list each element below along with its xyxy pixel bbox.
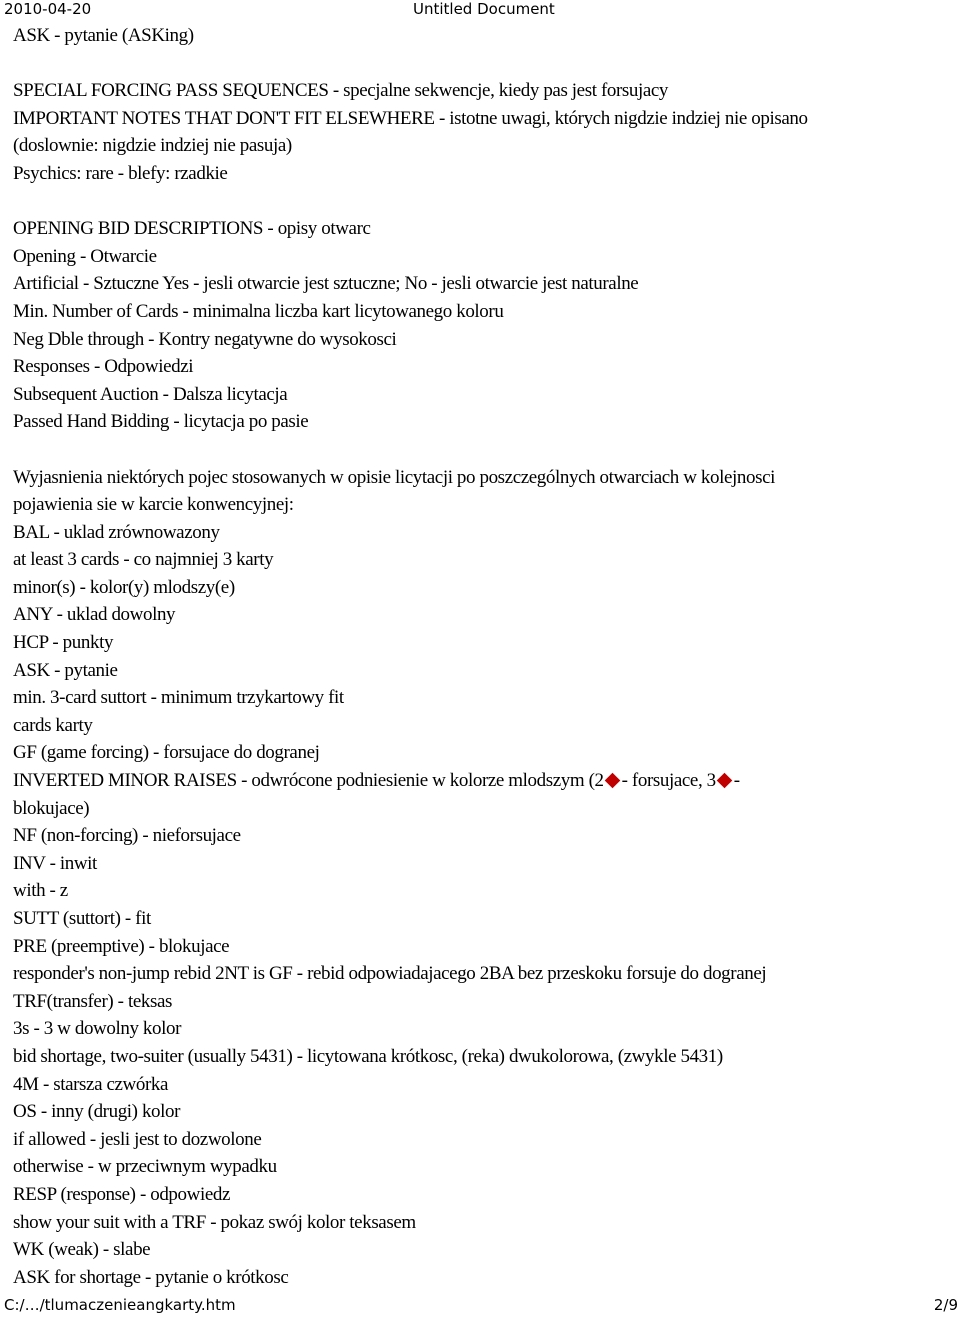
text-line: IMPORTANT NOTES THAT DON'T FIT ELSEWHERE - istotne uwagi, których nigdzie indziej nie opisano (13, 107, 808, 129)
glossary-item: cards karty (13, 714, 93, 736)
glossary-item: bid shortage, two-suiter (usually 5431) - licytowana krótkosc, (reka) dwukolorowa, (zwykle 5431) (13, 1045, 723, 1067)
text-line: blokujace) (13, 797, 90, 819)
text-line: Passed Hand Bidding - licytacja po pasie (13, 411, 309, 433)
text-line: Subsequent Auction - Dalsza licytacja (13, 383, 288, 405)
blank-line (13, 436, 953, 464)
text-segment: - (733, 770, 740, 792)
glossary-item: OS - inny (drugi) kolor (13, 1101, 181, 1123)
glossary-item: at least 3 cards - co najmniej 3 karty (13, 549, 274, 571)
glossary-item: 4M - starsza czwórka (13, 1073, 169, 1095)
glossary-item-inverted-minor-raises (13, 767, 953, 795)
glossary-item: min. 3-card suttort - minimum trzykartowy fit (13, 687, 344, 709)
glossary-item: NF (non-forcing) - nieforsujace (13, 825, 241, 847)
glossary-item: ANY - uklad dowolny (13, 604, 176, 626)
glossary-item: with - z (13, 880, 68, 902)
glossary-item: ASK - pytanie (13, 659, 118, 681)
print-footer (0, 1296, 960, 1318)
print-header (0, 0, 960, 22)
print-date: 2010-04-20 (4, 0, 92, 18)
glossary-item: WK (weak) - slabe (13, 1239, 151, 1261)
blank-line (13, 188, 953, 216)
glossary-item: if allowed - jesli jest to dozwolone (13, 1128, 262, 1150)
glossary-item: responder's non-jump rebid 2NT is GF - rebid odpowiadajacego 2BA bez przeskoku forsuje do dogranej (13, 963, 767, 985)
text-line: Psychics: rare - blefy: rzadkie (13, 162, 228, 184)
page-number: 2/9 (933, 1296, 958, 1314)
glossary-item: show your suit with a TRF - pokaz swój kolor teksasem (13, 1211, 416, 1233)
diamond-suit-icon (716, 773, 732, 789)
section-heading: OPENING BID DESCRIPTIONS - opisy otwarc (13, 218, 371, 240)
diamond-suit-icon (604, 773, 620, 789)
text-line: Artificial - Sztuczne Yes - jesli otwarcie jest sztuczne; No - jesli otwarcie jest naturalne (13, 273, 639, 295)
text-line: Wyjasnienia niektórych pojec stosowanych w opisie licytacji po poszczególnych otwarciach w kolejnosci (13, 466, 776, 488)
document-title: Untitled Document (413, 0, 555, 18)
text-line: Neg Dble through - Kontry negatywne do wysokosci (13, 328, 397, 350)
text-line: SPECIAL FORCING PASS SEQUENCES - specjalne sekwencje, kiedy pas jest forsujacy (13, 80, 669, 102)
glossary-item: ASK for shortage - pytanie o krótkosc (13, 1266, 289, 1288)
text-line: Opening - Otwarcie (13, 245, 157, 267)
text-segment: INVERTED MINOR RAISES - odwrócone podniesienie w kolorze mlodszym (2 (13, 770, 604, 792)
glossary-item: HCP - punkty (13, 632, 114, 654)
glossary-item: BAL - uklad zrównowazony (13, 521, 220, 543)
blank-line (13, 50, 953, 78)
glossary-item: PRE (preemptive) - blokujace (13, 935, 230, 957)
text-line: Min. Number of Cards - minimalna liczba kart licytowanego koloru (13, 300, 504, 322)
glossary-item: INV - inwit (13, 852, 97, 874)
text-line: pojawienia sie w karcie konwencyjnej: (13, 494, 294, 516)
glossary-item: GF (game forcing) - forsujace do dogranej (13, 742, 320, 764)
document-body (13, 22, 953, 1291)
glossary-item: minor(s) - kolor(y) mlodszy(e) (13, 576, 235, 598)
text-line: (doslownie: nigdzie indziej nie pasuja) (13, 135, 292, 157)
file-path: C:/…/tlumaczenieangkarty.htm (4, 1296, 236, 1314)
text-segment: - forsujace, 3 (621, 770, 716, 792)
glossary-item: 3s - 3 w dowolny kolor (13, 1018, 181, 1040)
glossary-item: TRF(transfer) - teksas (13, 990, 172, 1012)
text-line: Responses - Odpowiedzi (13, 356, 194, 378)
glossary-item: SUTT (suttort) - fit (13, 908, 151, 929)
glossary-item: otherwise - w przeciwnym wypadku (13, 1156, 277, 1178)
text-line: ASK - pytanie (ASKing) (13, 25, 194, 46)
glossary-item: RESP (response) - odpowiedz (13, 1183, 230, 1205)
